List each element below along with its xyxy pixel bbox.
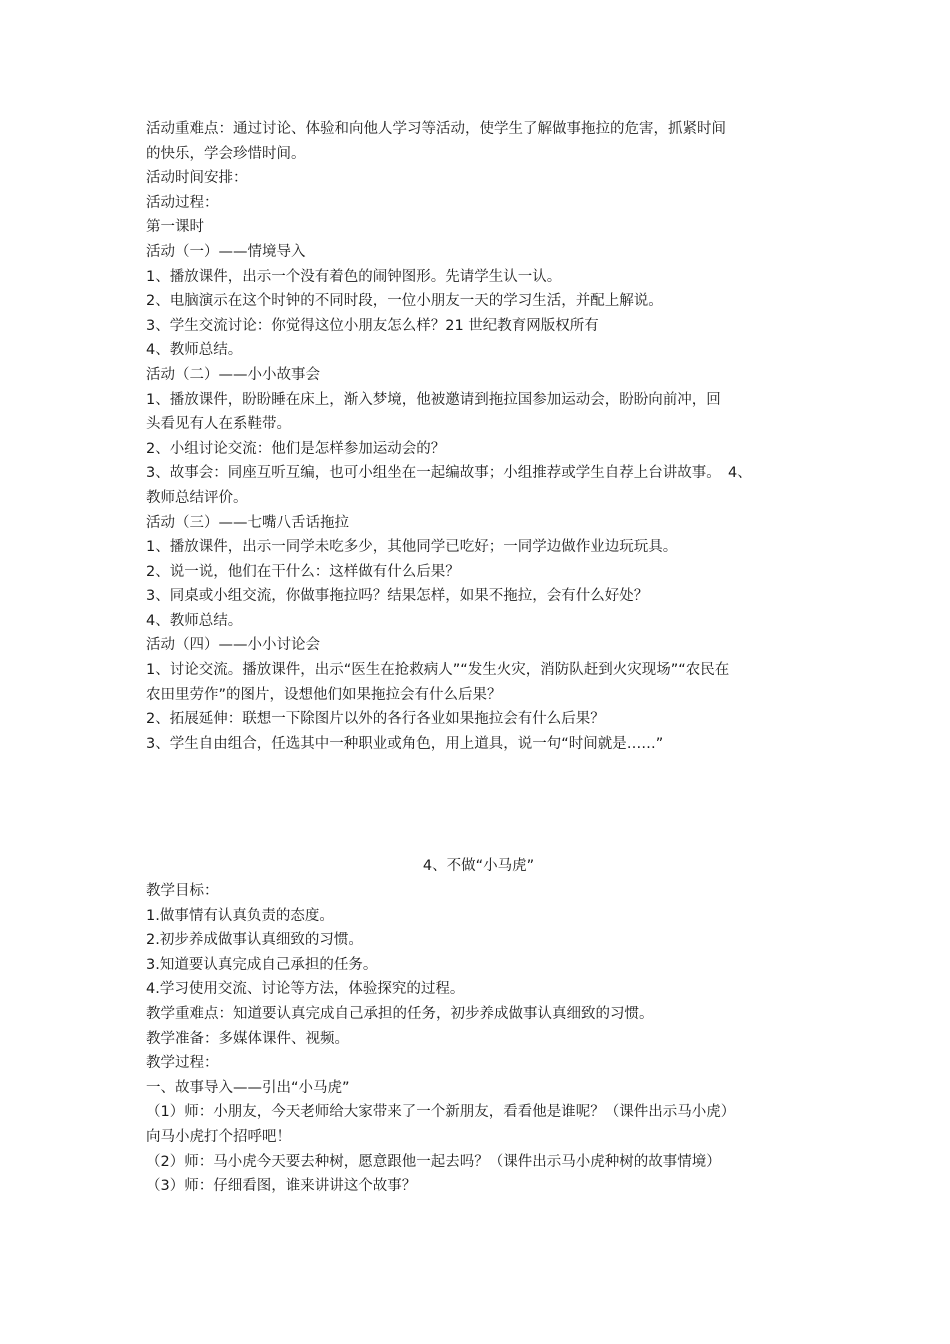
- document-page: [146, 117, 811, 1199]
- text-line: 3、故事会：同座互听互编，也可小组坐在一起编故事；小组推荐或学生自荐上台讲故事。 4、: [146, 465, 752, 482]
- text-line: 第一课时: [146, 219, 204, 236]
- text-line: 教学目标：: [146, 883, 219, 900]
- text-line: 活动重难点：通过讨论、体验和向他人学习等活动，使学生了解做事拖拉的危害，抓紧时间: [146, 121, 726, 137]
- text-line: 3、同桌或小组交流，你做事拖拉吗？结果怎样，如果不拖拉，会有什么好处？: [146, 588, 649, 605]
- text-line: 向马小虎打个招呼吧！: [146, 1128, 291, 1145]
- activity-heading: 活动（四）——小小讨论会: [146, 637, 320, 654]
- activity-heading: 活动（二）——小小故事会: [146, 366, 320, 383]
- text-line: 头看见有人在系鞋带。: [146, 416, 291, 433]
- text-line: 1、播放课件，出示一个没有着色的闹钟图形。先请学生认一认。: [146, 268, 562, 285]
- text-line: 2.初步养成做事认真细致的习惯。: [146, 932, 363, 949]
- text-line: 3.知道要认真完成自己承担的任务。: [146, 956, 378, 973]
- lesson-title: 4、不做“小马虎”: [422, 858, 535, 875]
- section-lesson-4: [146, 854, 811, 1198]
- text-line: 2、小组讨论交流：他们是怎样参加运动会的？: [146, 440, 446, 457]
- text-line: 3、学生自由组合，任选其中一种职业或角色，用上道具，说一句“时间就是……”: [146, 735, 664, 752]
- activity-heading: 活动（三）——七嘴八舌话拖拉: [146, 514, 349, 531]
- text-line: 1、播放课件，盼盼睡在床上，渐入梦境，他被邀请到拖拉国参加运动会，盼盼向前冲，回: [146, 391, 721, 408]
- text-line: （3）师：仔细看图，谁来讲讲这个故事？: [146, 1178, 417, 1195]
- text-line: 1、讨论交流。播放课件，出示“医生在抢救病人”“发生火灾，消防队赶到火灾现场”“农民在: [146, 662, 730, 679]
- text-line: 1.做事情有认真负责的态度。: [146, 907, 334, 924]
- text-line: 2、拓展延伸：联想一下除图片以外的各行各业如果拖拉会有什么后果？: [146, 711, 605, 728]
- text-line: 活动过程：: [146, 194, 219, 211]
- text-line: 教学准备：多媒体课件、视频。: [146, 1030, 349, 1047]
- text-line: 教学过程：: [146, 1055, 219, 1072]
- text-line: 教师总结评价。: [146, 489, 248, 506]
- activity-heading: 活动（一）——情境导入: [146, 243, 306, 260]
- text-line: 的快乐，学会珍惜时间。: [146, 145, 306, 162]
- section-activity-lesson: [146, 117, 811, 756]
- text-line: 活动时间安排：: [146, 170, 248, 187]
- text-line: 2、电脑演示在这个时钟的不同时段，一位小朋友一天的学习生活，并配上解说。: [146, 293, 663, 310]
- text-line: 一、故事导入——引出“小马虎”: [146, 1079, 350, 1096]
- text-line: 3、学生交流讨论：你觉得这位小朋友怎么样？21 世纪教育网版权所有: [146, 317, 599, 334]
- section-spacer: [146, 756, 811, 854]
- text-line: 4、教师总结。: [146, 342, 243, 359]
- text-line: 1、播放课件，出示一同学未吃多少，其他同学已吃好；一同学边做作业边玩玩具。: [146, 539, 678, 556]
- text-line: 4.学习使用交流、讨论等方法，体验探究的过程。: [146, 981, 465, 998]
- text-line: 2、说一说，他们在干什么：这样做有什么后果？: [146, 563, 460, 580]
- text-line: 4、教师总结。: [146, 612, 243, 629]
- text-line: （2）师：马小虎今天要去种树，愿意跟他一起去吗？（课件出示马小虎种树的故事情境）: [146, 1153, 721, 1170]
- text-line: 农田里劳作”的图片，设想他们如果拖拉会有什么后果？: [146, 686, 502, 703]
- text-line: （1）师：小朋友，今天老师给大家带来了一个新朋友，看看他是谁呢？（课件出示马小虎）: [146, 1104, 736, 1121]
- text-line: 教学重难点：知道要认真完成自己承担的任务，初步养成做事认真细致的习惯。: [146, 1006, 654, 1022]
